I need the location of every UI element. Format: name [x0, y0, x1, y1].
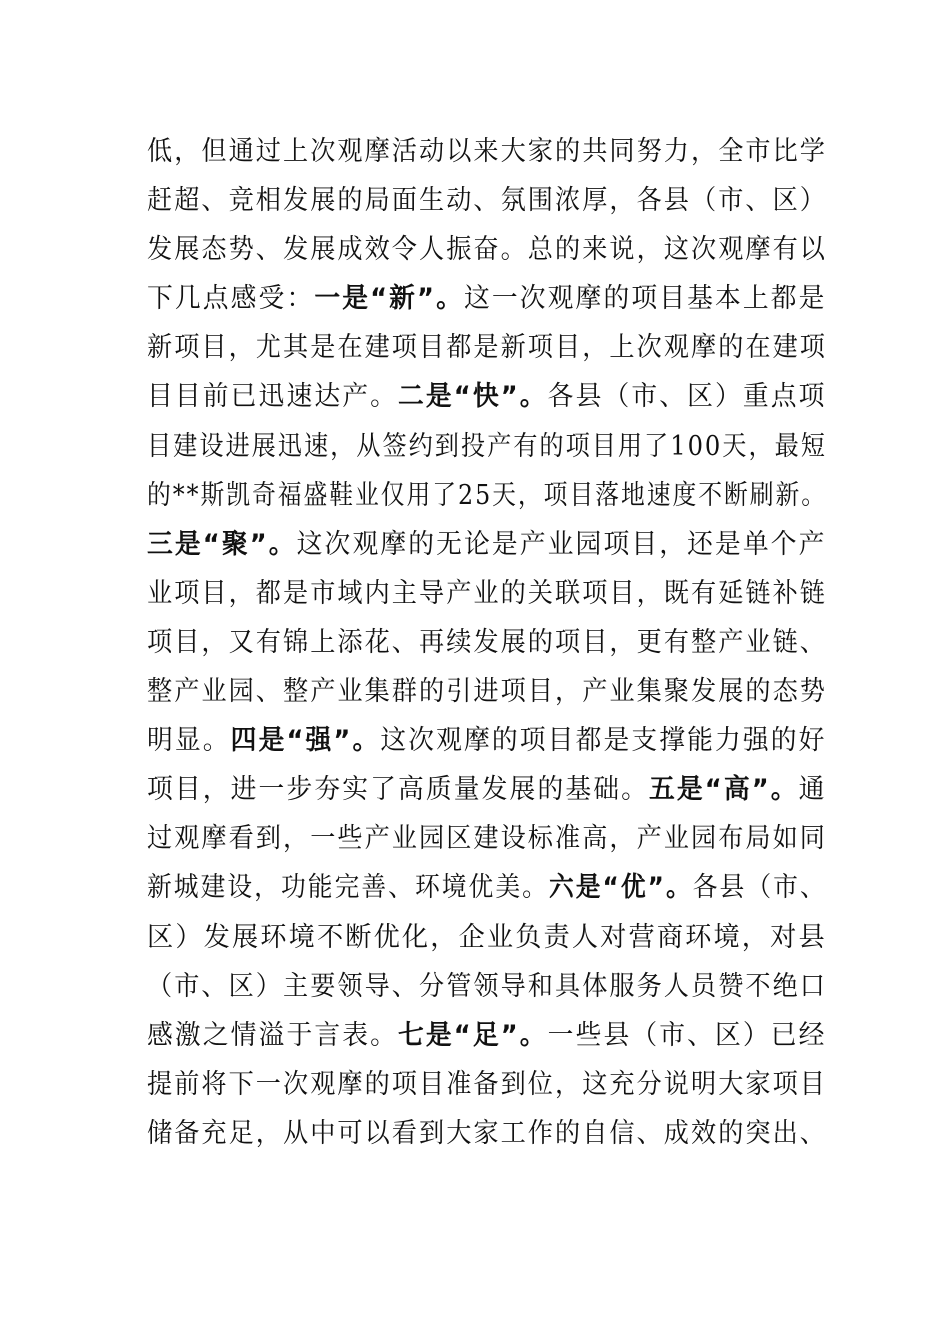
text-segment: 项目，进一步夯实了高质量发展的基础。 — [147, 774, 650, 806]
text-line — [147, 716, 827, 765]
text-segment: 新城建设，功能完善、环境优美。 — [147, 872, 549, 904]
text-line — [147, 1060, 827, 1109]
text-segment: 业项目，都是市域内主导产业的关联项目，既有延链补链 — [147, 577, 827, 609]
bold-heading-text: 七是“足”。 — [398, 1019, 548, 1051]
text-line — [147, 1011, 827, 1060]
text-segment: 发展态势、发展成效令人振奋。总的来说，这次观摩有以 — [147, 234, 827, 266]
text-segment: 项目，又有锦上添花、再续发展的项目，更有整产业链、 — [147, 626, 827, 658]
text-line — [147, 913, 827, 962]
text-segment: 整产业园、整产业集群的引进项目，产业集聚发展的态势 — [147, 676, 827, 708]
text-line — [147, 127, 827, 176]
text-segment: 过观摩看到，一些产业园区建设标准高，产业园布局如同 — [147, 823, 827, 855]
bold-heading-text: 五是“高”。 — [649, 774, 799, 806]
text-line — [147, 520, 827, 569]
bold-heading-text: 一是“新”。 — [314, 283, 465, 315]
text-segment: 一些县（市、区）已经 — [547, 1019, 827, 1051]
text-line — [147, 569, 827, 618]
text-line — [147, 667, 827, 716]
text-line — [147, 372, 827, 421]
text-segment: 感激之情溢于言表。 — [147, 1019, 399, 1051]
bold-heading-text: 二是“快”。 — [398, 381, 548, 413]
bold-heading-text: 六是“优”。 — [548, 872, 693, 904]
text-segment: 下几点感受： — [147, 283, 315, 315]
text-segment: 这次观摩的项目都是支撑能力强的好 — [380, 725, 827, 757]
text-line — [147, 863, 827, 912]
text-line — [147, 814, 827, 863]
bold-heading-text: 三是“聚”。 — [147, 528, 297, 560]
text-line — [147, 962, 827, 1011]
text-segment: 区）发展环境不断优化，企业负责人对营商环境，对县 — [147, 921, 827, 953]
text-segment: 新项目，尤其是在建项目都是新项目，上次观摩的在建项 — [147, 332, 827, 364]
text-segment: 目目前已迅速达产。 — [147, 381, 399, 413]
bold-heading-text: 四是“强”。 — [230, 725, 381, 757]
text-line — [147, 765, 827, 814]
body-text — [147, 127, 827, 1158]
text-line — [147, 1109, 827, 1158]
text-segment: 各县（市、区）重点项 — [547, 381, 827, 413]
text-segment: 提前将下一次观摩的项目准备到位，这充分说明大家项目 — [147, 1068, 827, 1100]
text-line — [147, 176, 827, 225]
text-segment: 低，但通过上次观摩活动以来大家的共同努力，全市比学 — [147, 136, 827, 167]
text-segment: 通 — [798, 774, 827, 806]
text-line — [147, 225, 827, 274]
text-line — [147, 618, 827, 667]
text-line — [147, 323, 827, 372]
text-segment: 赶超、竞相发展的局面生动、氛围浓厚，各县（市、区） — [147, 185, 827, 217]
text-segment: 明显。 — [147, 725, 231, 757]
text-segment: 储备充足，从中可以看到大家工作的自信、成效的突出、 — [147, 1117, 827, 1149]
text-segment: 这次观摩的无论是产业园项目，还是单个产 — [296, 528, 827, 560]
text-segment: 目建设进展迅速，从签约到投产有的项目用了100天，最短 — [147, 430, 827, 462]
text-line — [147, 274, 827, 323]
text-segment: （市、区）主要领导、分管领导和具体服务人员赞不绝口 — [147, 970, 827, 1002]
text-segment: 这一次观摩的项目基本上都是 — [464, 283, 827, 315]
text-line — [147, 471, 827, 520]
text-segment: 的**斯凯奇福盛鞋业仅用了25天，项目落地速度不断刷新。 — [147, 479, 827, 511]
text-segment: 各县（市、 — [692, 872, 827, 904]
text-line — [147, 422, 827, 471]
